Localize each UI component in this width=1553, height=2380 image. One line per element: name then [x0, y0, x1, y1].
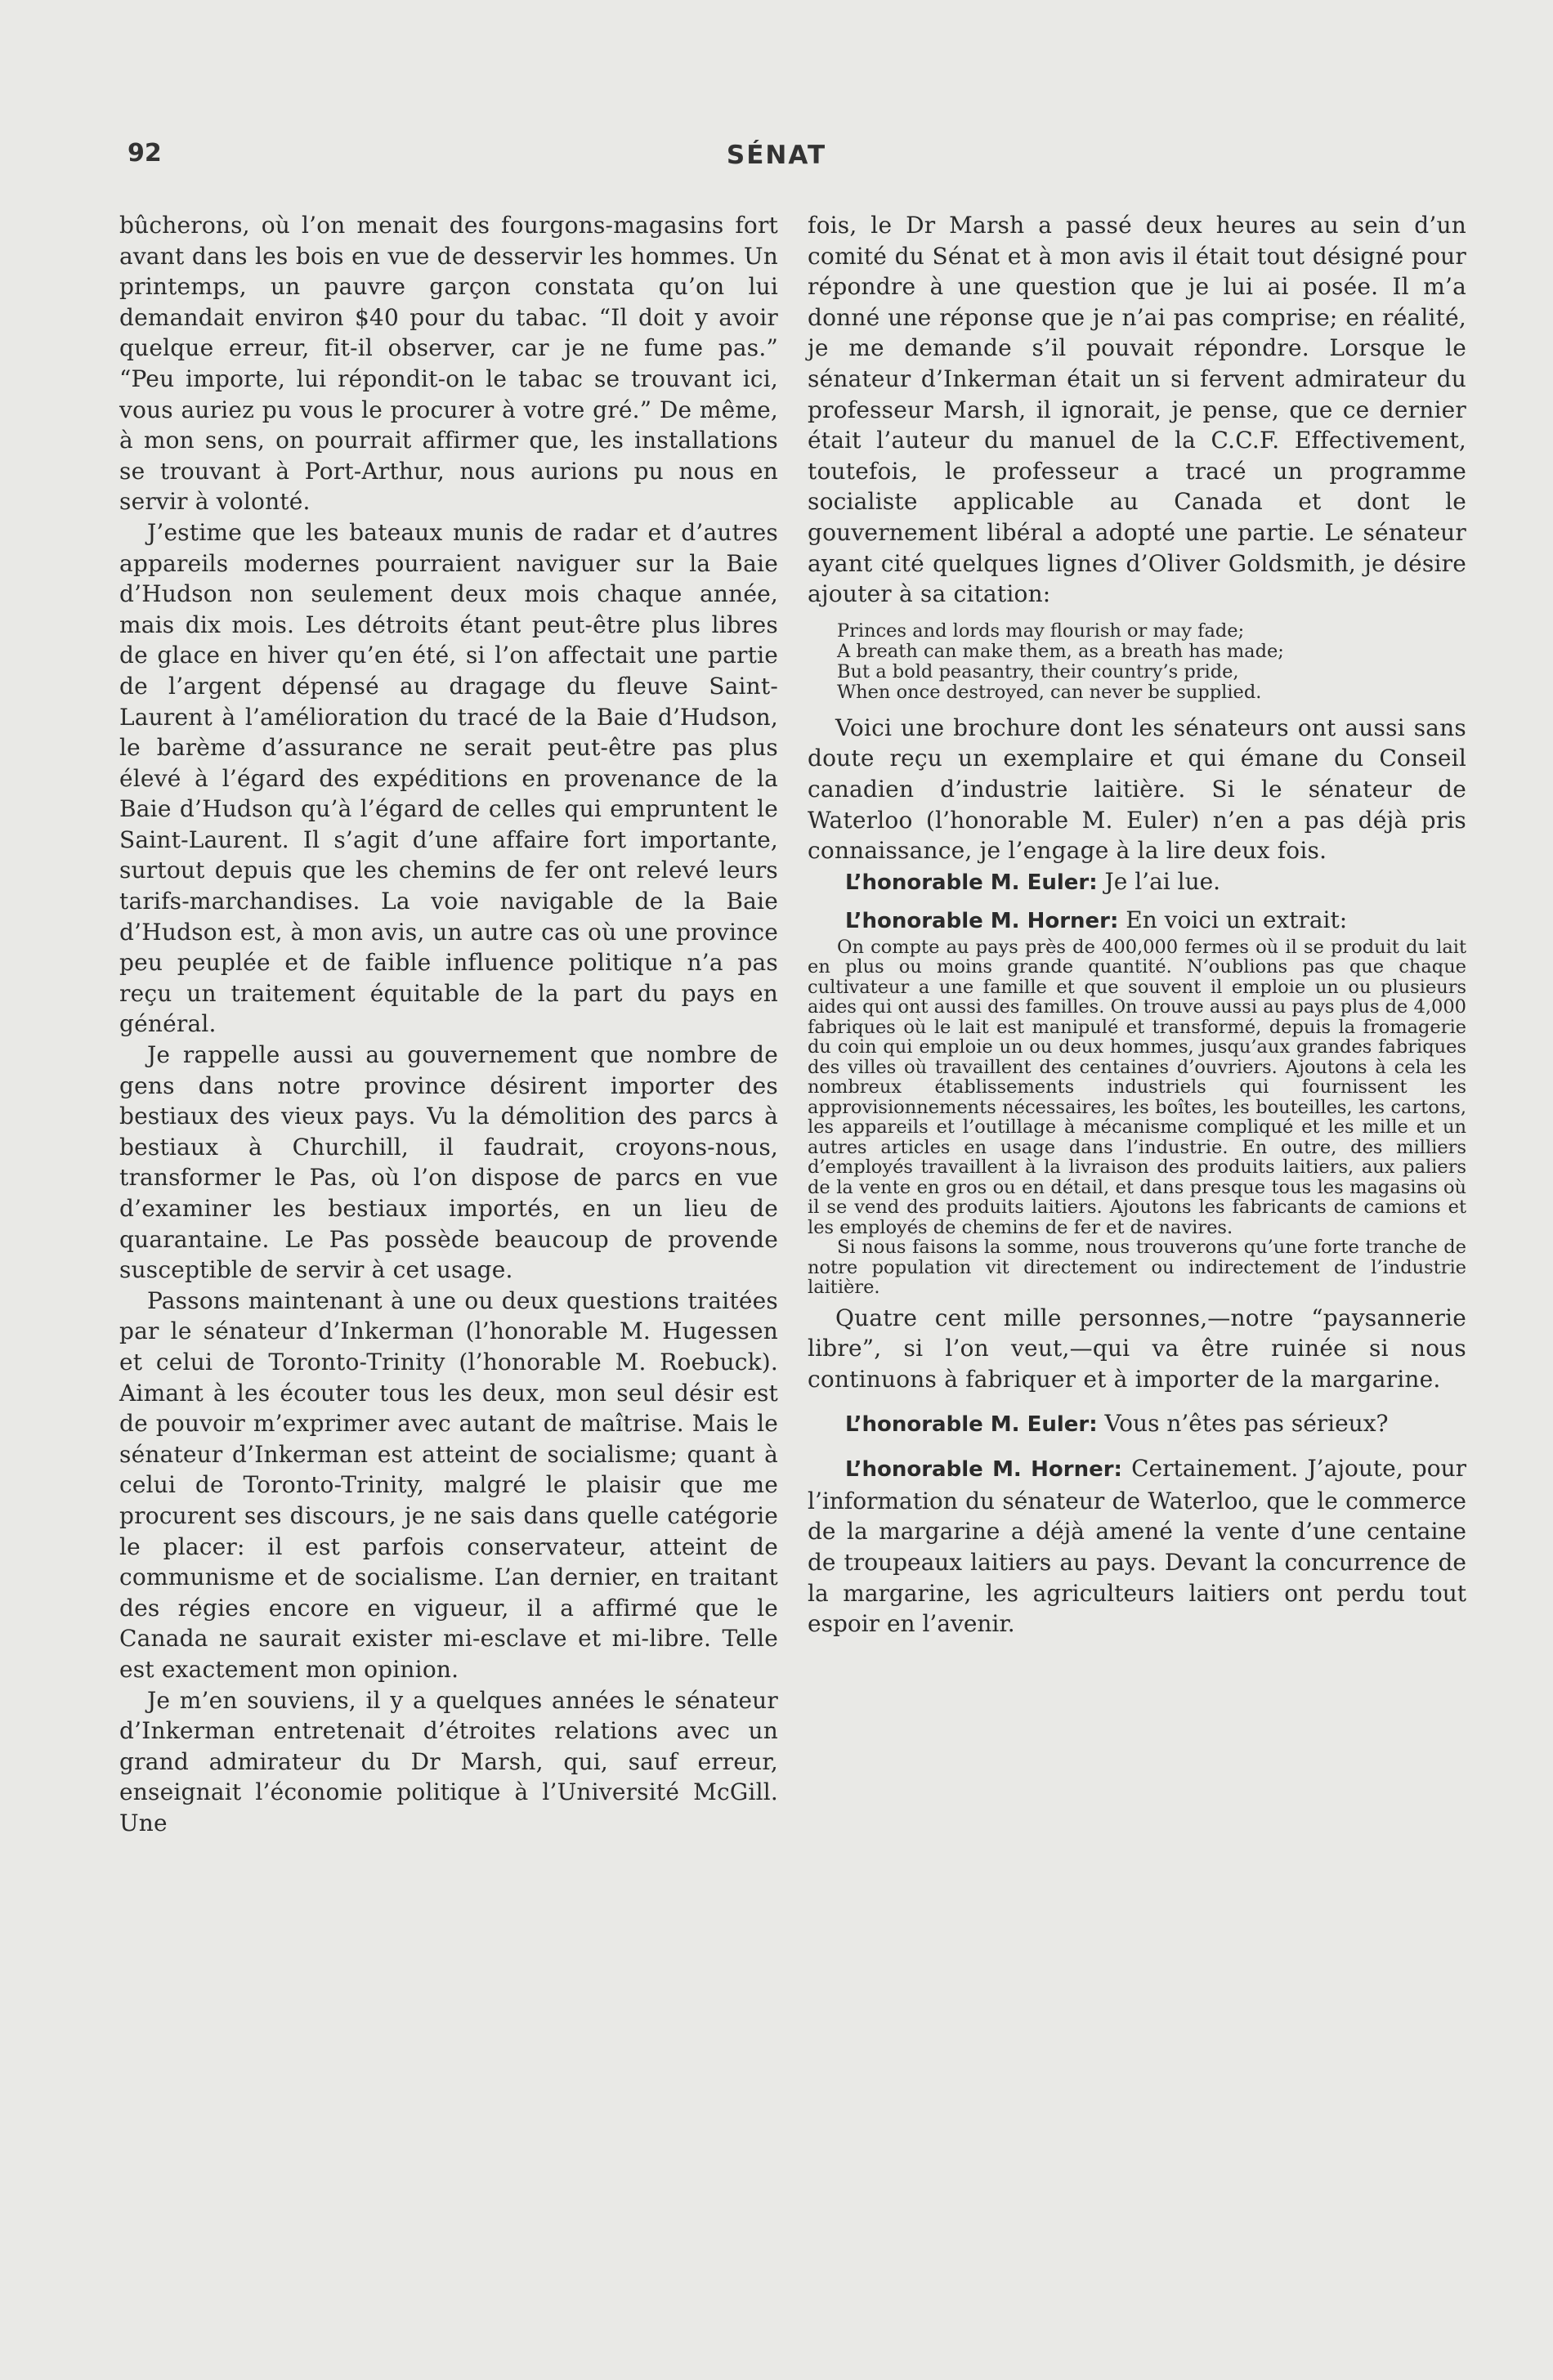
- verse-line: Princes and lords may flourish or may fade;: [837, 620, 1245, 642]
- right-column: [808, 210, 1466, 1640]
- speaker-name: L’honorable M. Euler:: [845, 870, 1098, 895]
- block-quote: Si nous faisons la somme, nous trouverons qu’une forte tranche de notre population vit directement ou indirectement de l’industrie laitière.: [808, 1237, 1466, 1299]
- speaker-name: L’honorable M. Horner:: [845, 909, 1119, 934]
- dialogue-text: Vous n’êtes pas sérieux?: [1097, 1409, 1389, 1437]
- paragraph: fois, le Dr Marsh a passé deux heures au sein d’un comité du Sénat et à mon avis il était tout désigné pour répondre à une question que je lui ai posée. Il m’a donné une réponse que je n’ai pas comprise; en réalité, je me demande s’il pouvait répondre. Lorsque le sénateur d’Inkerman était un si fervent admirateur du professeur Marsh, il ignorait, je pense, que ce dernier était l’auteur du manuel de la C.C.F. Effectivement, toutefois, le professeur a tracé un programme socialiste applicable au Canada et dont le gouvernement libéral a adopté une partie. Le sénateur ayant cité quelques lignes d’Oliver Goldsmith, je désire ajouter à sa citation:: [808, 212, 1466, 608]
- verse-line: A breath can make them, as a breath has made;: [837, 640, 1284, 662]
- verse-line: But a bold peasantry, their country’s pride,: [837, 660, 1239, 682]
- dialogue-text: En voici un extrait:: [1118, 906, 1348, 934]
- left-column: [119, 210, 778, 1838]
- page-number: 92: [128, 139, 162, 168]
- speaker-name: L’honorable M. Horner:: [845, 1457, 1122, 1483]
- dialogue-line: [808, 905, 1466, 937]
- dialogue-line: [808, 1408, 1466, 1441]
- running-head: SÉNAT: [726, 141, 827, 170]
- dialogue-line: [808, 866, 1466, 899]
- dialogue-text: Je l’ai lue.: [1097, 867, 1221, 895]
- verse-line: When once destroyed, can never be supplied.: [837, 681, 1262, 703]
- block-quote: On compte au pays près de 400,000 fermes où il se produit du lait en plus ou moins grande quantité. N’oublions pas que chaque cultivateur a une famille et que souvent il emploie un ou plusieurs aides qui ont aussi des familles. On trouve aussi au pays plus de 4,000 fabriques où le lait est manipulé et transformé, depuis la fromagerie du coin qui emploie un ou deux hommes, jusqu’aux grandes fabriques des villes où travaillent des centaines d’ouvriers. Ajoutons à cela les nombreux établissements industriels qui fournissent les approvisionnements nécessaires, les boîtes, les bouteilles, les cartons, les appareils et l’outillage à mécanisme compliqué et les mille et un autres articles en usage dans l’industrie. En outre, des milliers d’employés travaillent à la livraison des produits laitiers, aux paliers de la vente en gros ou en détail, et dans presque tous les magasins où il se vend des produits laitiers. Ajoutons les fabricants de camions et les employés de chemins de fer et de navires.: [808, 936, 1466, 1238]
- verse-quote: [808, 621, 1466, 703]
- paragraph: bûcherons, où l’on menait des fourgons-magasins fort avant dans les bois en vue de desservir les hommes. Un printemps, un pauvre garçon constata qu’on lui demandait environ $40 pour du tabac. “Il doit y avoir quelque erreur, fit-il observer, car je ne fume pas.” “Peu importe, lui répondit-on le tabac se trouvant ici, vous auriez pu vous le procurer à votre gré.” De même, à mon sens, on pourrait affirmer que, les installations se trouvant à Port-Arthur, nous aurions pu nous en servir à volonté.: [119, 212, 778, 516]
- paragraph: Je rappelle aussi au gouvernement que nombre de gens dans notre province désirent importer des bestiaux des vieux pays. Vu la démolition des parcs à bestiaux à Churchill, il faudrait, croyons-nous, transformer le Pas, où l’on dispose de parcs en vue d’examiner les bestiaux importés, en un lieu de quarantaine. Le Pas possède beaucoup de provende susceptible de servir à cet usage.: [119, 1041, 778, 1284]
- paragraph: Quatre cent mille personnes,—notre “paysannerie libre”, si l’on veut,—qui va être ruinée si nous continuons à fabriquer et à importer de la margarine.: [808, 1304, 1466, 1394]
- paragraph: Passons maintenant à une ou deux questions traitées par le sénateur d’Inkerman (l’honorable M. Hugessen et celui de Toronto-Trinity (l’honorable M. Roebuck). Aimant à les écouter tous les deux, mon seul désir est de pouvoir m’exprimer avec autant de maîtrise. Mais le sénateur d’Inkerman est atteint de socialisme; quant à celui de Toronto-Trinity, malgré le plaisir que me procurent ses discours, je ne sais dans quelle catégorie le placer: il est parfois conservateur, atteint de communisme et de socialisme. L’an dernier, en traitant des régies encore en vigueur, il a affirmé que le Canada ne saurait exister mi-esclave et mi-libre. Telle est exactement mon opinion.: [119, 1286, 778, 1683]
- paragraph: Voici une brochure dont les sénateurs ont aussi sans doute reçu un exemplaire et qui émane du Conseil canadien d’industrie laitière. Si le sénateur de Waterloo (l’honorable M. Euler) n’en a pas déjà pris connaissance, je l’engage à la lire deux fois.: [808, 714, 1466, 865]
- paragraph: Je m’en souviens, il y a quelques années le sénateur d’Inkerman entretenait d’étroites relations avec un grand admirateur du Dr Marsh, qui, sauf erreur, enseignait l’économie politique à l’Université McGill. Une: [119, 1686, 778, 1836]
- dialogue-text: Certainement. J’ajoute, pour l’information du sénateur de Waterloo, que le commerce de la margarine a déjà amené la vente d’une centaine de troupeaux laitiers au pays. Devant la concurrence de la margarine, les agriculteurs laitiers ont perdu tout espoir en l’avenir.: [808, 1455, 1466, 1638]
- speaker-name: L’honorable M. Euler:: [845, 1411, 1098, 1437]
- paragraph: J’estime que les bateaux munis de radar et d’autres appareils modernes pourraient naviguer sur la Baie d’Hudson non seulement deux mois chaque année, mais dix mois. Les détroits étant peut-être plus libres de glace en hiver qu’en été, si l’on affectait une partie de l’argent dépensé au dragage du fleuve Saint-Laurent à l’amélioration du tracé de la Baie d’Hudson, le barème d’assurance ne serait peut-être pas plus élevé à l’égard des expéditions en provenance de la Baie d’Hudson qu’à l’égard de celles qui empruntent le Saint-Laurent. Il s’agit d’une affaire fort importante, surtout depuis que les chemins de fer ont relevé leurs tarifs-marchandises. La voie navigable de la Baie d’Hudson est, à mon avis, un autre cas où une province peu peuplée et de faible influence politique n’a pas reçu un traitement équitable de la part du pays en général.: [119, 518, 778, 1038]
- dialogue-line: [808, 1453, 1466, 1640]
